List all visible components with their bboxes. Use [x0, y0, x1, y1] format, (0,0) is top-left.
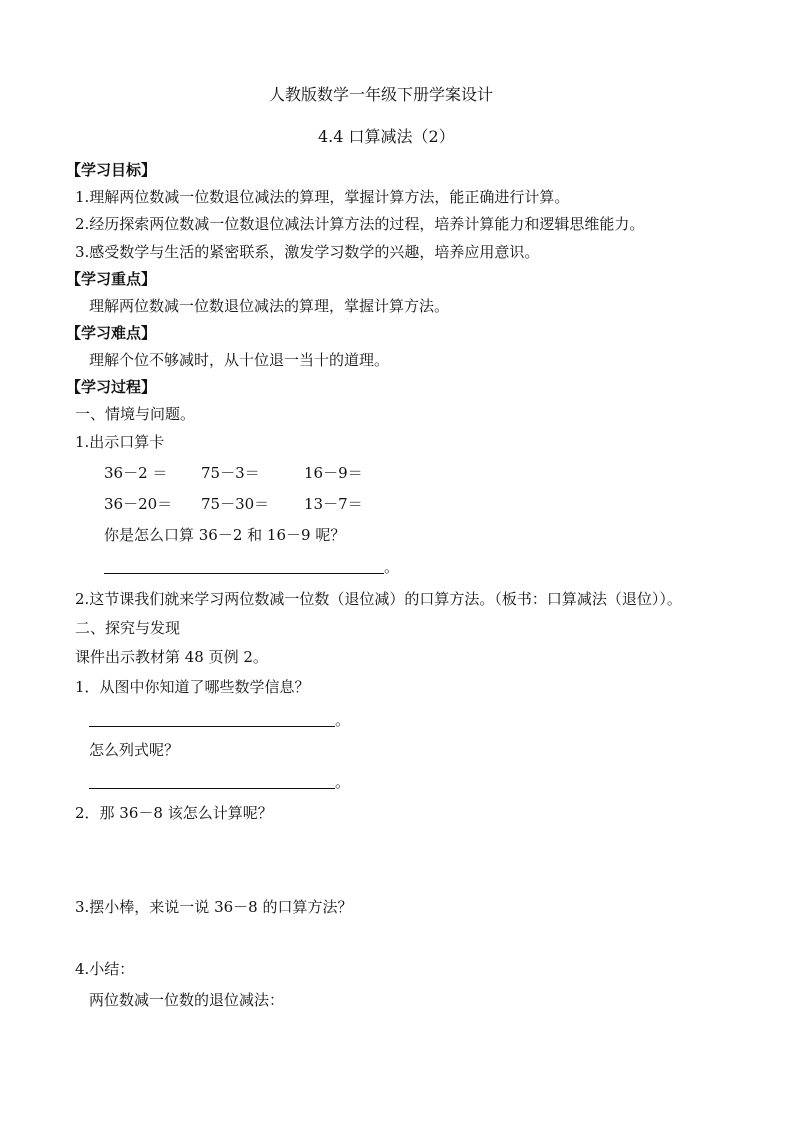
summary-label: 4.小结： — [75, 960, 135, 978]
lesson-subtitle: 4.4 口算减法（2） — [318, 127, 455, 146]
document-title: 人教版数学一年级下册学案设计 — [269, 85, 494, 104]
answer-blank-3[interactable] — [89, 788, 335, 789]
key-point-heading: 【学习重点】 — [66, 270, 157, 288]
process-heading: 【学习过程】 — [66, 378, 157, 396]
section-2-title: 二、探究与发现 — [75, 619, 181, 637]
answer-blank-1[interactable] — [104, 573, 384, 574]
section-1-item-2: 2.这节课我们就来学习两位数减一位数（退位减）的口算方法。（板书：口算减法（退位））。 — [75, 590, 682, 608]
section-1-title: 一、情境与问题。 — [75, 405, 196, 423]
question-2: 2．那 36－8 该怎么计算呢？ — [75, 804, 273, 822]
section-2-intro: 课件出示教材第 48 页例 2。 — [75, 648, 268, 666]
answer-period-1: 。 — [384, 558, 400, 576]
oral-card-2: 75－3＝ — [201, 464, 260, 482]
question-1: 1．从图中你知道了哪些数学信息？ — [75, 678, 310, 696]
objective-item-3: 3.感受数学与生活的紧密联系，激发学习数学的兴趣，培养应用意识。 — [75, 243, 540, 261]
difficulty-heading: 【学习难点】 — [66, 324, 157, 342]
question-3: 3.摆小棒，来说一说 36－8 的口算方法？ — [75, 898, 353, 916]
key-point-text: 理解两位数减一位数退位减法的算理，掌握计算方法。 — [89, 297, 450, 315]
oral-card-5: 75－30＝ — [201, 495, 270, 513]
answer-period-3: 。 — [335, 773, 351, 791]
summary-text: 两位数减一位数的退位减法： — [89, 991, 285, 1009]
difficulty-text: 理解个位不够减时，从十位退一当十的道理。 — [89, 351, 390, 369]
oral-card-3: 16－9＝ — [304, 464, 363, 482]
oral-question: 你是怎么口算 36－2 和 16－9 呢？ — [104, 526, 346, 544]
oral-card-6: 13－7＝ — [304, 495, 363, 513]
objectives-heading: 【学习目标】 — [66, 161, 157, 179]
section-1-item-1: 1.出示口算卡 — [75, 433, 165, 451]
objective-item-2: 2.经历探索两位数减一位数退位减法计算方法的过程，培养计算能力和逻辑思维能力。 — [75, 215, 645, 233]
question-1-sub: 怎么列式呢？ — [89, 741, 180, 759]
oral-card-4: 36－20＝ — [104, 495, 173, 513]
answer-period-2: 。 — [335, 711, 351, 729]
oral-card-1: 36－2 ＝ — [104, 464, 168, 482]
answer-blank-2[interactable] — [89, 726, 335, 727]
objective-item-1: 1.理解两位数减一位数退位减法的算理，掌握计算方法，能正确进行计算。 — [75, 188, 570, 206]
